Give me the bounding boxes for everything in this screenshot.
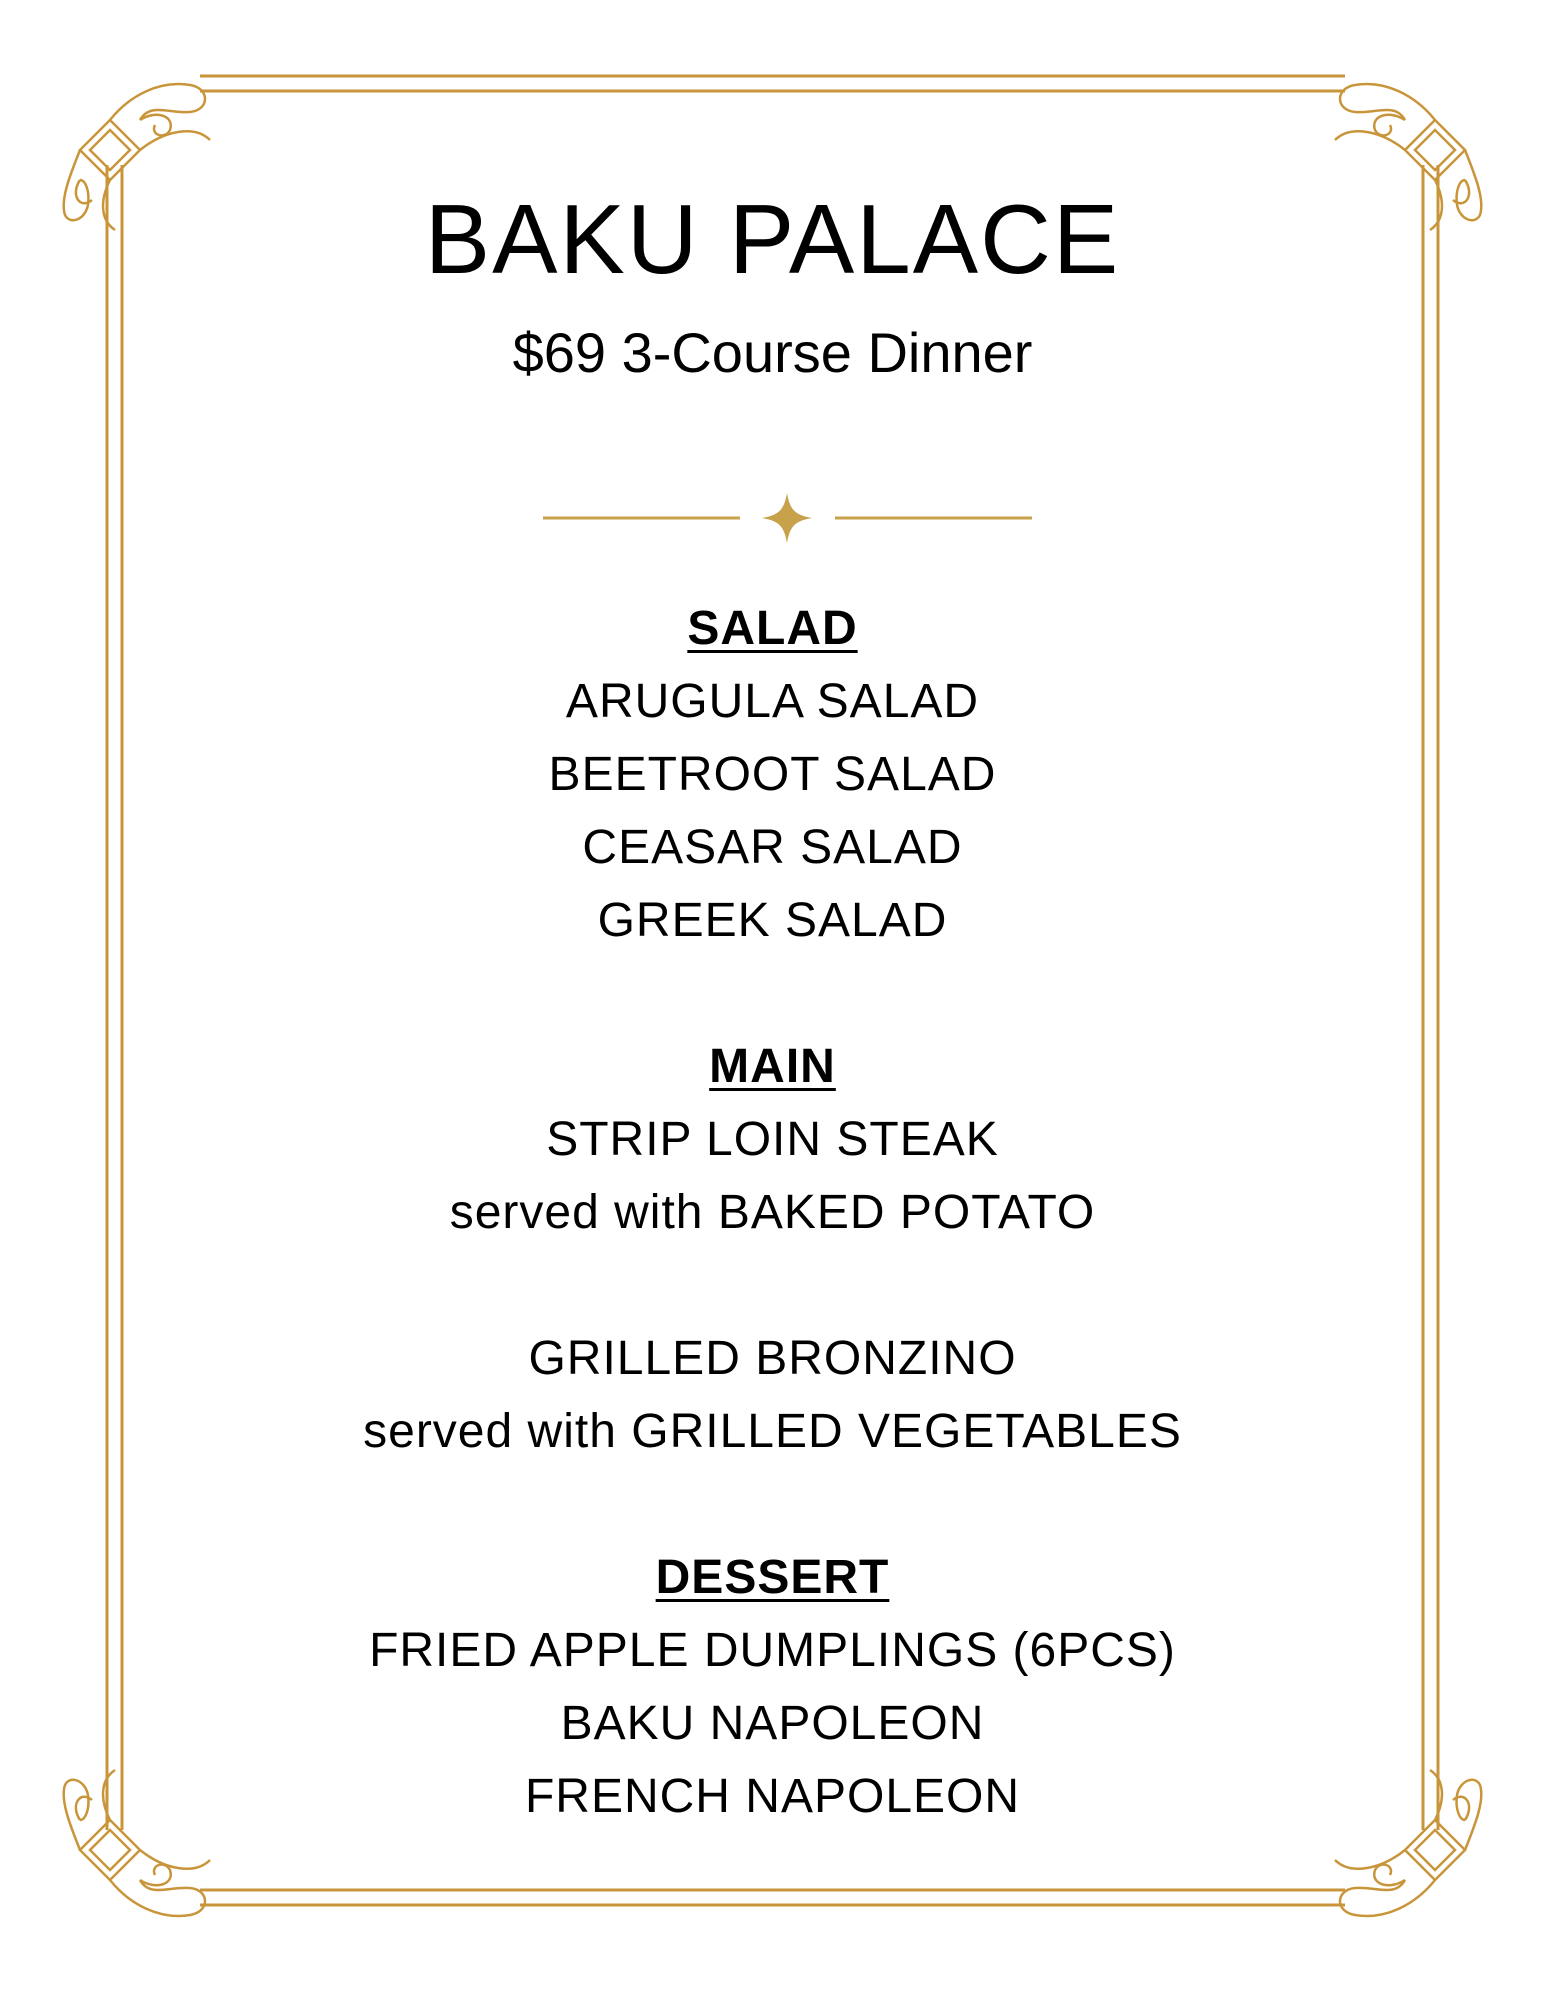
main-heading: MAIN bbox=[709, 1040, 836, 1093]
main-section bbox=[0, 1030, 1545, 1468]
menu-item: CEASAR SALAD bbox=[582, 821, 963, 874]
dessert-heading: DESSERT bbox=[655, 1551, 890, 1604]
salad-section bbox=[0, 592, 1545, 957]
menu-item: FRIED APPLE DUMPLINGS (6PCS) bbox=[369, 1624, 1176, 1677]
menu-body bbox=[0, 592, 1545, 1833]
salad-heading: SALAD bbox=[687, 602, 858, 655]
page-subtitle: $69 3-Course Dinner bbox=[512, 321, 1033, 384]
menu-item: GRILLED BRONZINO bbox=[528, 1332, 1017, 1385]
menu-item: FRENCH NAPOLEON bbox=[524, 1770, 1021, 1823]
menu-item-side: served with BAKED POTATO bbox=[449, 1186, 1096, 1239]
menu-item: STRIP LOIN STEAK bbox=[546, 1113, 999, 1166]
menu-item: BEETROOT SALAD bbox=[548, 748, 997, 801]
menu-item-side: served with GRILLED VEGETABLES bbox=[363, 1405, 1182, 1458]
four-point-star-icon bbox=[762, 493, 812, 543]
menu-item: GREEK SALAD bbox=[597, 894, 948, 947]
page-title: BAKU PALACE bbox=[424, 184, 1121, 294]
section-divider bbox=[543, 493, 1032, 543]
dessert-section bbox=[0, 1541, 1545, 1833]
menu-item: ARUGULA SALAD bbox=[565, 675, 980, 728]
menu-item: BAKU NAPOLEON bbox=[560, 1697, 985, 1750]
